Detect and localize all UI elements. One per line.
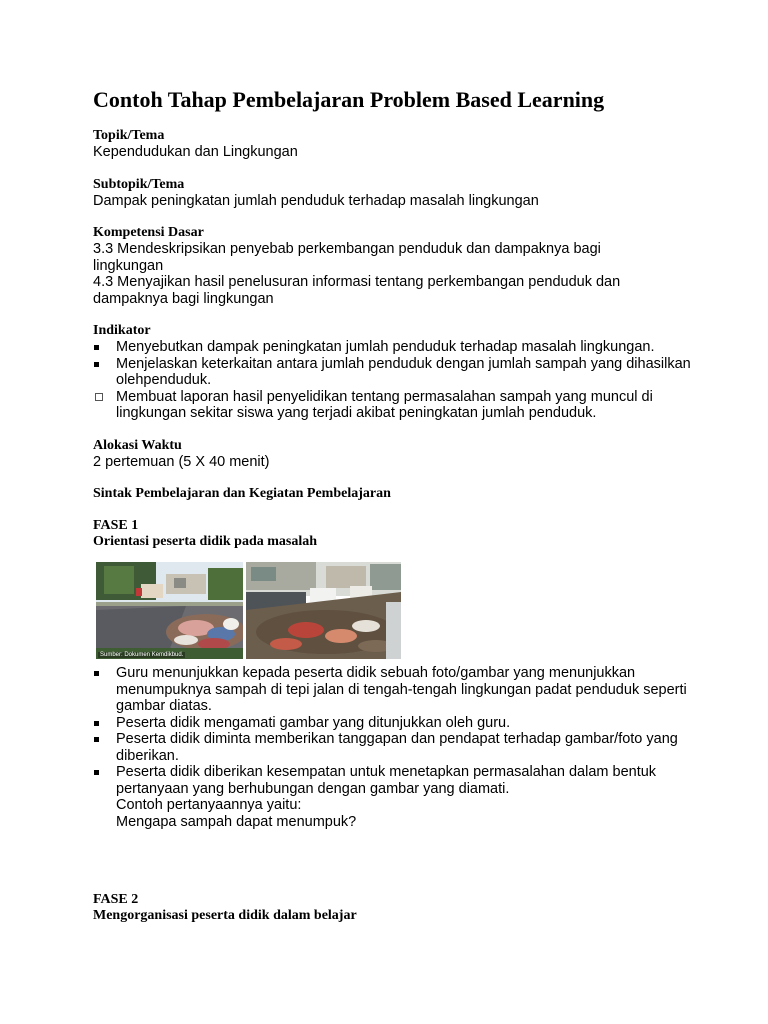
sintak-heading: Sintak Pembelajaran dan Kegiatan Pembelajaran [93, 486, 391, 501]
example-question: Mengapa sampah dapat menumpuk? [116, 813, 357, 830]
list-item [93, 356, 693, 389]
bullet-square-icon [94, 345, 99, 350]
fase2-label: FASE 2 [93, 892, 139, 907]
list-item-text: Guru menunjukkan kepada peserta didik sebuah foto/gambar yang menunjukkan menumpuknya sampah di tepi jalan di tengah-tengah lingkungan padat penduduk seperti gambar diatas. [116, 665, 687, 714]
bullet-square-icon [94, 737, 99, 742]
subtopik-heading: Subtopik/Tema [93, 176, 185, 192]
fase1-label: FASE 1 [93, 518, 139, 533]
kompetensi-line-2: lingkungan [93, 257, 164, 274]
subtopik-text: Dampak peningkatan jumlah penduduk terhadap masalah lingkungan [93, 192, 539, 209]
list-item [93, 389, 693, 422]
fase2-subtitle: Mengorganisasi peserta didik dalam belajar [93, 908, 357, 923]
photo-market-trash [246, 562, 401, 659]
list-item-text: Peserta didik diminta memberikan tanggapan dan pendapat terhadap gambar/foto yang diberikan. [116, 731, 678, 764]
bullet-empty-box-icon [95, 393, 103, 401]
kompetensi-line-1: 3.3 Mendeskripsikan penyebab perkembangan penduduk dan dampaknya bagi [93, 241, 601, 257]
alokasi-heading: Alokasi Waktu [93, 437, 182, 453]
photo-street-trash [96, 562, 243, 659]
indikator-heading: Indikator [93, 323, 151, 338]
fase1-list [93, 665, 693, 830]
list-item-text: Peserta didik diberikan kesempatan untuk menetapkan permasalahan dalam bentuk pertanyaan yang berhubungan dengan gambar yang diamati. [116, 764, 657, 797]
bullet-square-icon [94, 362, 99, 367]
example-label: Contoh pertanyaannya yaitu: [116, 797, 302, 813]
bullet-square-icon [94, 721, 99, 726]
kompetensi-line-4: dampaknya bagi lingkungan [93, 290, 274, 307]
photo-caption: Sumber: Dokumen Kemdikbud. [100, 652, 184, 658]
document-title: Contoh Tahap Pembelajaran Problem Based Learning [93, 87, 605, 112]
list-item [93, 339, 693, 356]
kompetensi-line-3: 4.3 Menyajikan hasil penelusuran informasi tentang perkembangan penduduk dan [93, 274, 621, 290]
fase1-subtitle: Orientasi peserta didik pada masalah [93, 534, 318, 549]
bullet-square-icon [94, 770, 99, 775]
list-item [93, 731, 693, 764]
list-item [93, 715, 693, 732]
indikator-list [93, 339, 693, 422]
trash-photos [96, 562, 693, 659]
street-trash-image [96, 562, 243, 659]
list-item-text: Membuat laporan hasil penyelidikan tentang permasalahan sampah yang muncul di lingkungan sekitar siswa yang terjadi akibat peningkatan jumlah penduduk. [116, 388, 653, 421]
list-item [93, 665, 693, 715]
bullet-square-icon [94, 671, 99, 676]
list-item [93, 764, 693, 830]
list-item-text: Peserta didik mengamati gambar yang ditunjukkan oleh guru. [116, 714, 511, 731]
kompetensi-heading: Kompetensi Dasar [93, 225, 204, 240]
list-item-text: Menyebutkan dampak peningkatan jumlah penduduk terhadap masalah lingkungan. [116, 339, 655, 355]
topik-heading: Topik/Tema [93, 128, 165, 143]
topik-text: Kependudukan dan Lingkungan [93, 144, 298, 160]
list-item-text: Menjelaskan keterkaitan antara jumlah penduduk dengan jumlah sampah yang dihasilkan olehpenduduk. [116, 355, 691, 388]
alokasi-text: 2 pertemuan (5 X 40 menit) [93, 453, 270, 470]
market-trash-image [246, 562, 401, 659]
document-page [93, 86, 693, 924]
